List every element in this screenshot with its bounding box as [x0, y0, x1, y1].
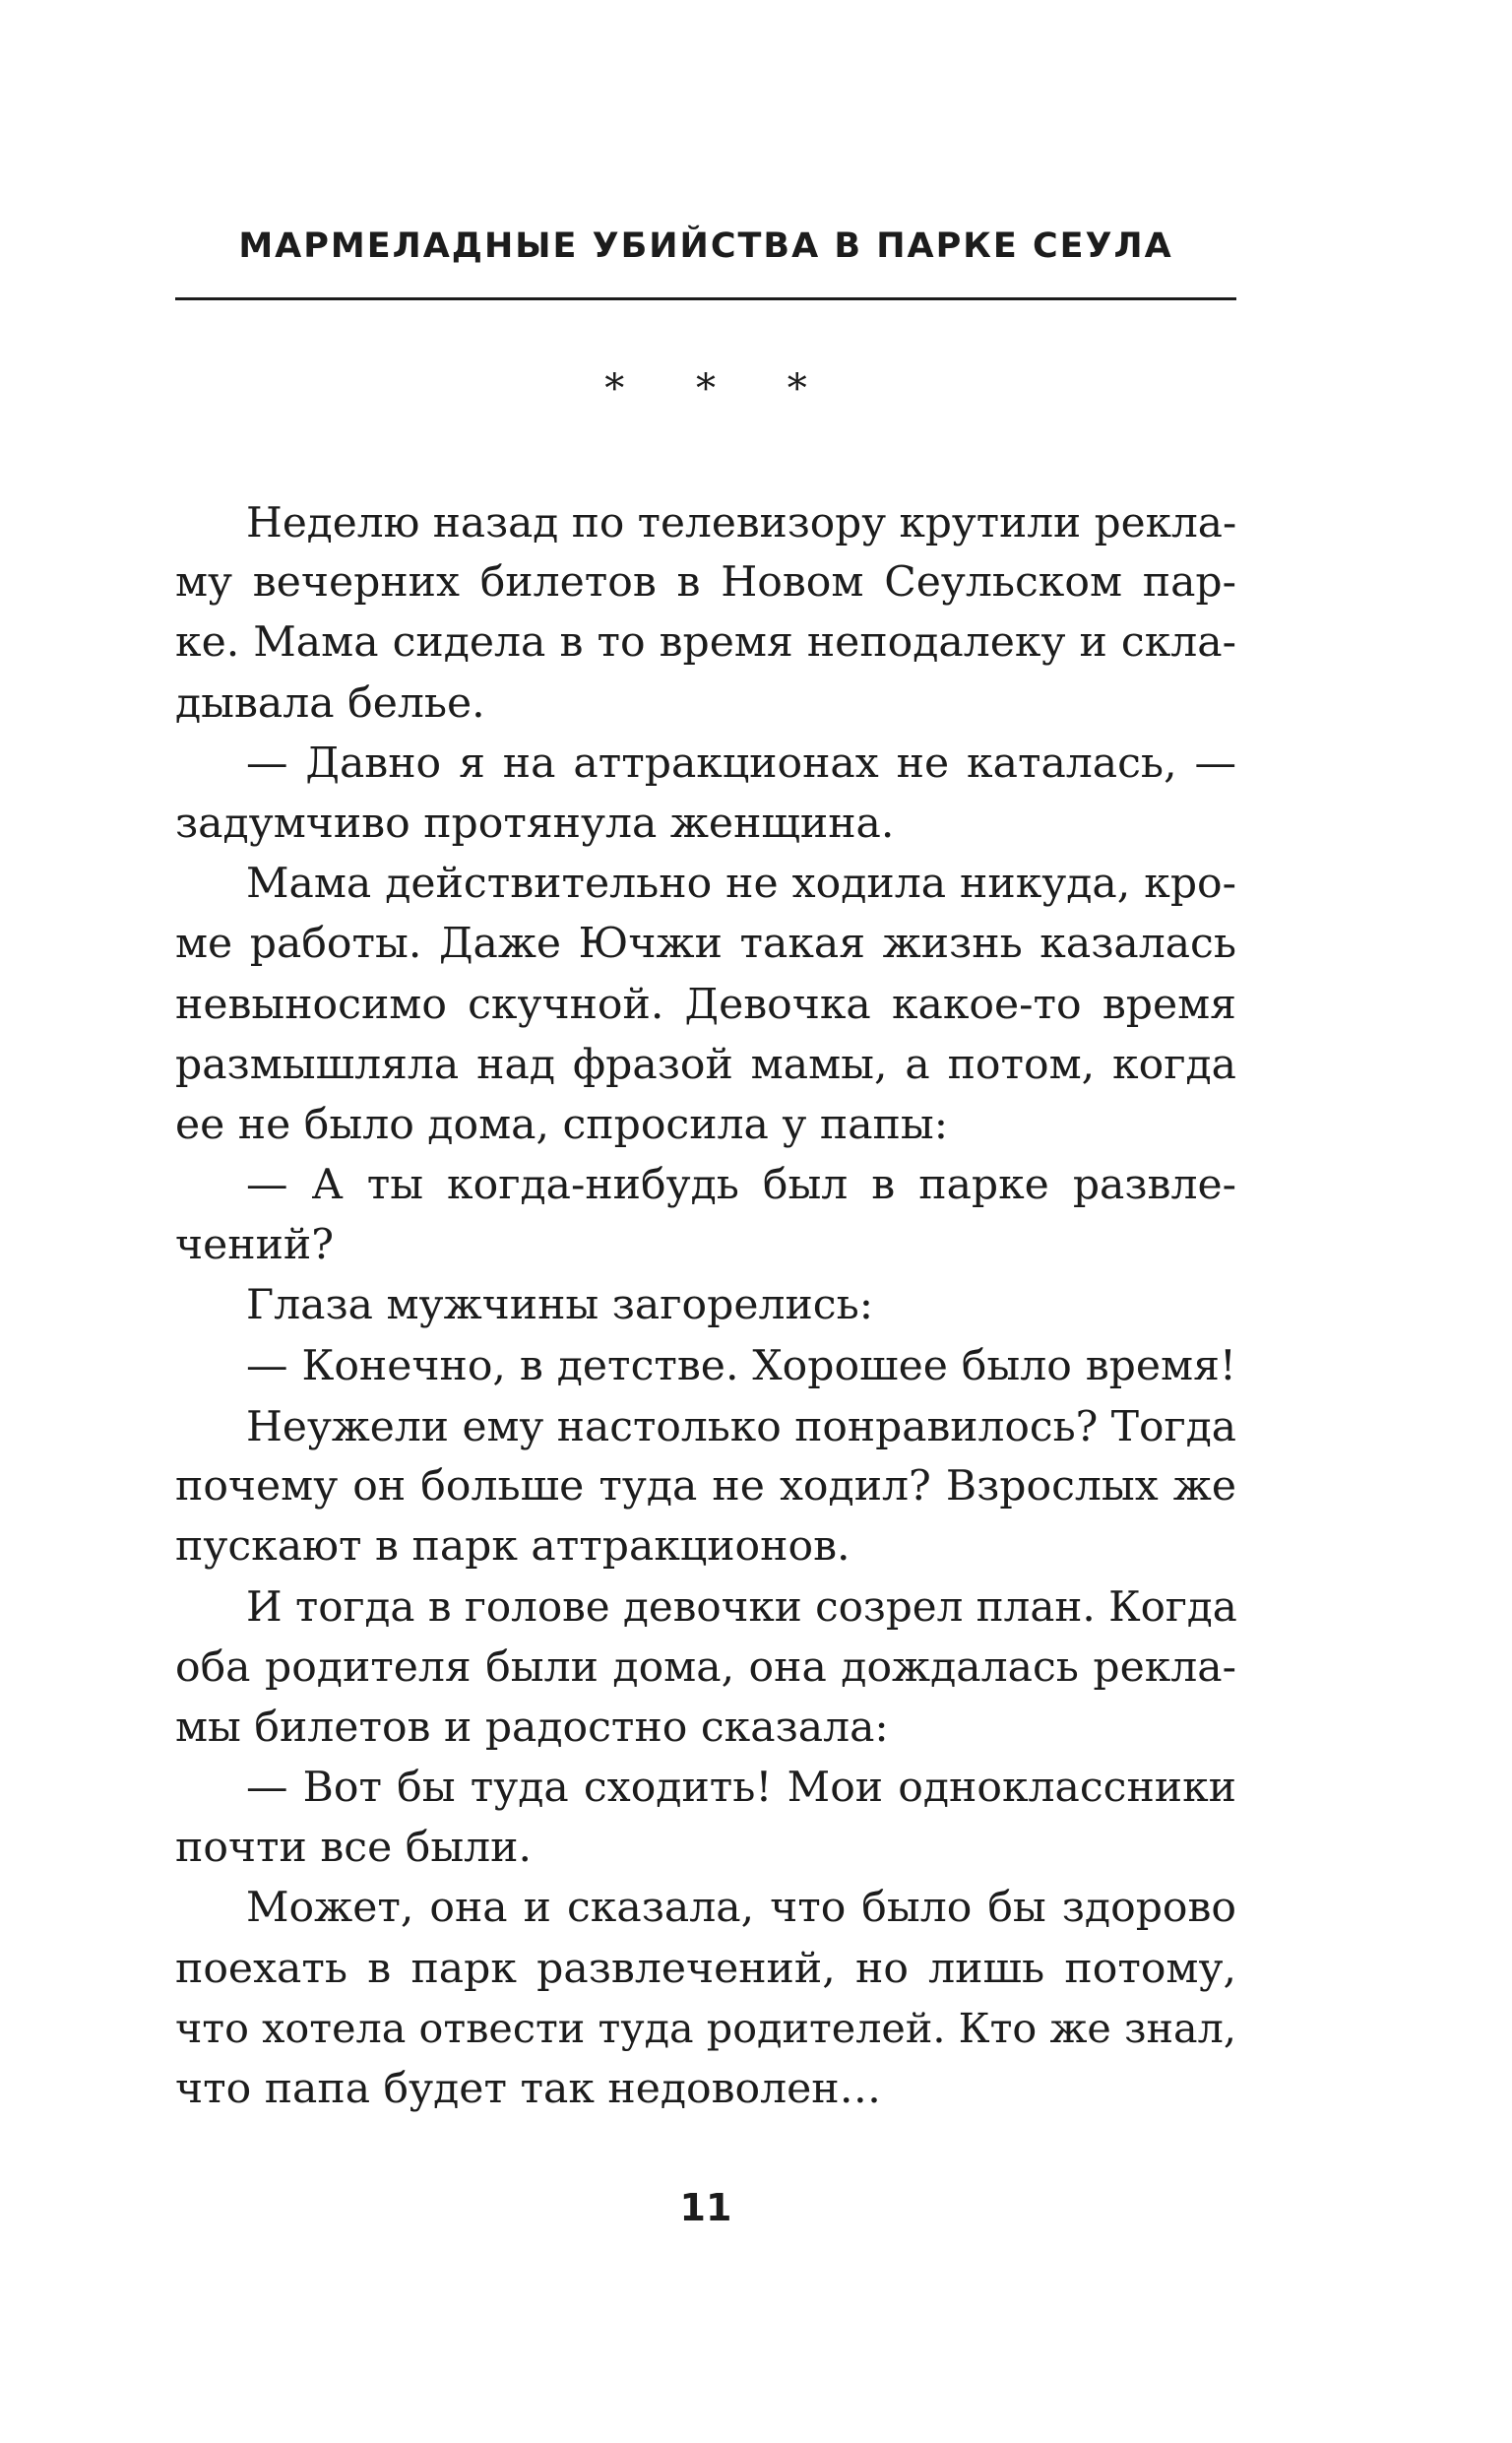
text-line: ме работы. Даже Ючжи такая жизнь казалась	[175, 920, 1236, 969]
text-line: — Конечно, в детстве. Хорошее было время!	[246, 1341, 1236, 1390]
running-head-title: МАРМЕЛАДНЫЕ УБИЙСТВА В ПАРКЕ СЕУЛА	[238, 226, 1173, 266]
text-line: пускают в парк аттракционов.	[175, 1522, 850, 1572]
text-line: поехать в парк развлечений, но лишь потому,	[175, 1944, 1236, 1993]
text-line: ее не было дома, спросила у папы:	[175, 1100, 949, 1149]
text-line: невыносимо скучной. Девочка какое-то время	[175, 980, 1236, 1029]
text-line: Может, она и сказала, что было бы здорово	[246, 1884, 1236, 1933]
text-line: — Вот бы туда сходить! Мои одноклассники	[246, 1763, 1236, 1812]
text-line: Неделю назад по телевизору крутили рекла-	[246, 498, 1237, 546]
body-text	[175, 492, 1236, 2119]
text-line: Неужели ему настолько понравилось? Тогда	[246, 1401, 1236, 1450]
text-line: му вечерних билетов в Новом Сеульском пар-	[175, 558, 1236, 608]
header-rule	[175, 297, 1236, 300]
text-line: что папа будет так недоволен…	[175, 2064, 882, 2113]
page-number: 11	[679, 2186, 732, 2229]
text-line: почему он больше туда не ходил? Взрослых же	[175, 1462, 1236, 1511]
text-line: мы билетов и радостно сказала:	[175, 1703, 889, 1752]
text-line: задумчиво протянула женщина.	[175, 799, 895, 848]
text-line: Мама действительно не ходила никуда, кро-	[246, 860, 1236, 909]
text-line: — Давно я на аттракционах не каталась, —	[246, 739, 1236, 788]
text-line: оба родителя были дома, она дождалась рекла-	[175, 1642, 1236, 1692]
text-line: И тогда в голове девочки созрел план. Когда	[246, 1582, 1237, 1632]
text-line: размышляла над фразой мамы, а потом, когда	[175, 1040, 1236, 1089]
text-line: Глаза мужчины загорелись:	[246, 1281, 874, 1330]
section-separator: * * *	[604, 366, 837, 412]
text-line: — А ты когда-нибудь был в парке развле-	[246, 1161, 1236, 1210]
text-line: почти все были.	[175, 1824, 532, 1873]
text-line: что хотела отвести туда родителей. Кто же знал,	[175, 2004, 1236, 2052]
text-line: чений?	[175, 1221, 335, 1270]
text-line: дывала белье.	[175, 678, 485, 728]
text-line: ке. Мама сидела в то время неподалеку и скла-	[175, 618, 1236, 668]
